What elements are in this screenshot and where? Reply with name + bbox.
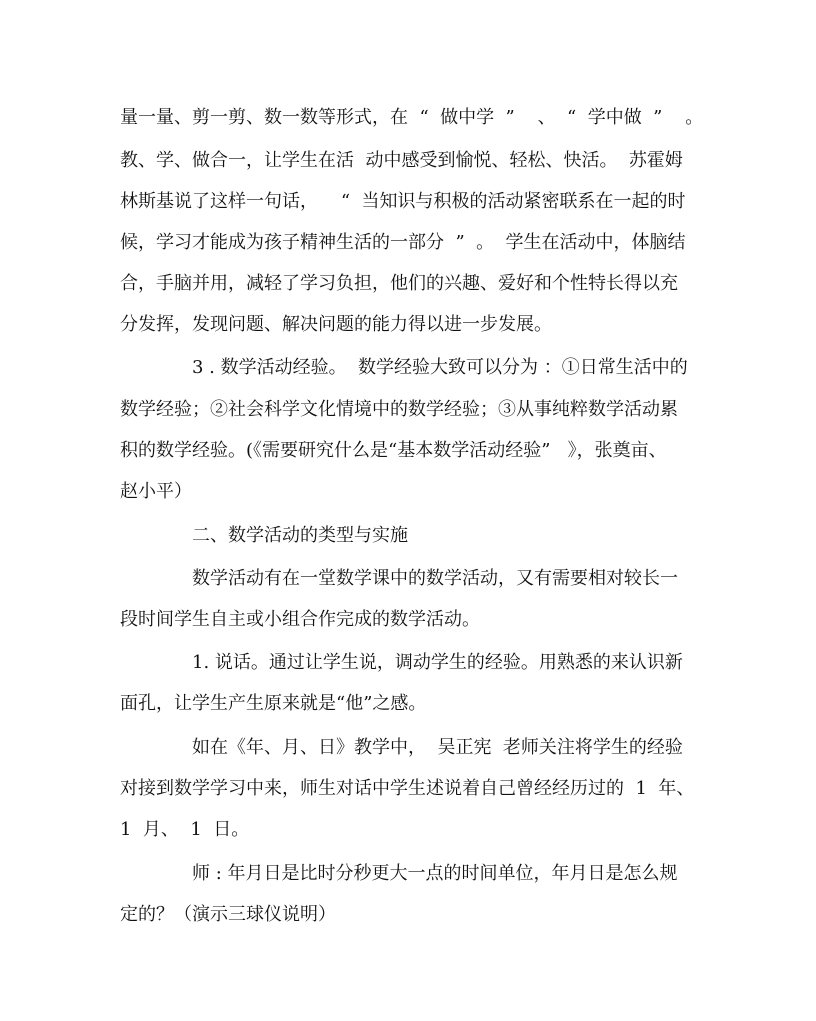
text-line: 1. 说话。通过让学生说，调动学生的经验。用熟悉的来认识新 — [192, 652, 683, 673]
text-line: 量一量、剪一剪、数一数等形式，在 “ 做中学 ” 、 “ 学中做 ” 。 — [120, 107, 704, 128]
text-line: 定的？（演示三球仪说明） — [120, 904, 336, 925]
text-line: 教、学、做合一，让学生在活 动中感受到愉悦、轻松、快活。 苏霍姆 — [120, 150, 683, 171]
text-line: 面孔，让学生产生原来就是“他”之感。 — [120, 693, 427, 714]
section-heading: 二、数学活动的类型与实施 — [192, 525, 408, 546]
text-line: 如在《年、月、日》教学中， 吴正宪 老师关注将学生的经验 — [192, 737, 683, 758]
text-line: 段时间学生自主或小组合作完成的数学活动。 — [120, 609, 480, 630]
text-line: 对接到数学学习中来，师生对话中学生述说着自己曾经经历过的 1 年、 — [120, 778, 695, 799]
text-line: 合，手脑并用，减轻了学习负担，他们的兴趣、爱好和个性特长得以充 — [120, 273, 678, 294]
text-line: 候，学习才能成为孩子精神生活的一部分 ” 。 学生在活动中，体脑结 — [120, 232, 686, 253]
text-line: 林斯基说了这样一句话， “ 当知识与积极的活动紧密联系在一起的时 — [120, 191, 686, 212]
text-line: 师 : 年月日是比时分秒更大一点的时间单位，年月日是怎么规 — [192, 863, 678, 884]
text-line: 积的数学经验。(《需要研究什么是“基本数学活动经验” 》，张奠亩、 — [120, 440, 667, 461]
text-line: 数学活动有在一堂数学课中的数学活动，又有需要相对较长一 — [192, 568, 678, 589]
text-line: 赵小平） — [120, 481, 192, 502]
text-line: 数学经验；②社会科学文化情境中的数学经验；③从事纯粹数学活动累 — [120, 399, 678, 420]
text-line: 分发挥，发现问题、解决问题的能力得以进一步发展。 — [120, 314, 552, 335]
text-line: 1 月、 1 日。 — [120, 819, 250, 840]
text-line: 3 . 数学活动经验。 数学经验大致可以分为 ：①日常生活中的 — [192, 357, 688, 378]
